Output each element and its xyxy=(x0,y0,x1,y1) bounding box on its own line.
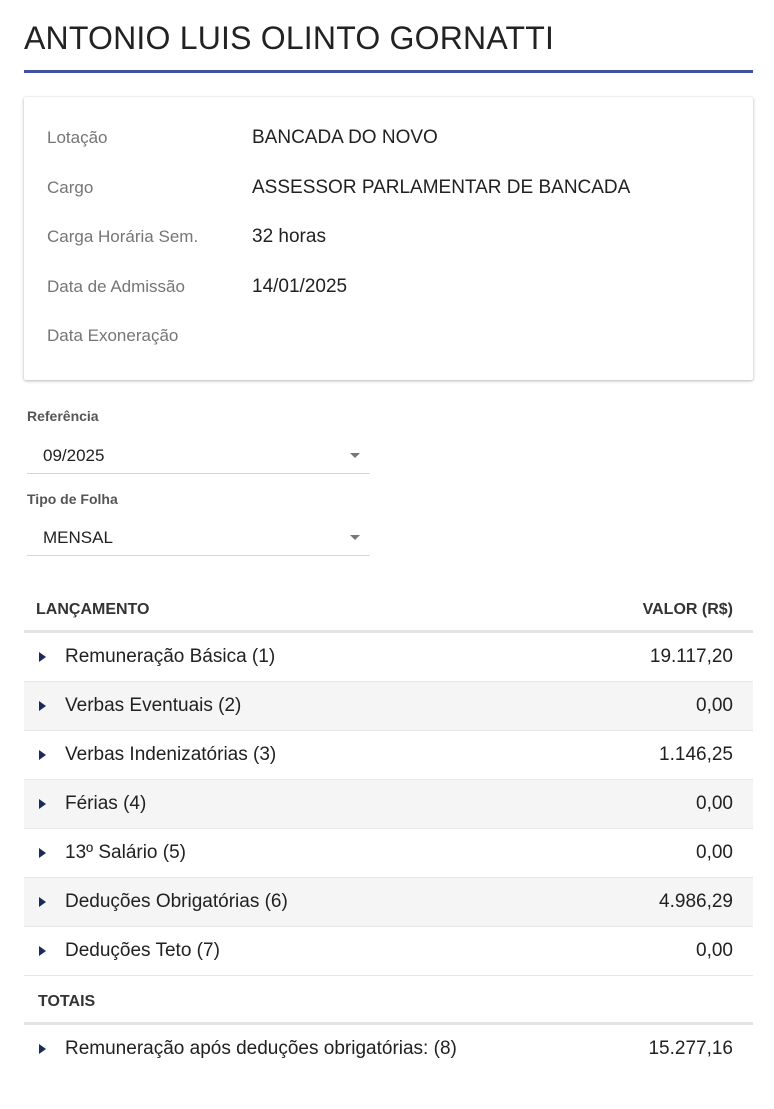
employee-info-card xyxy=(24,97,753,380)
row-value: 0,00 xyxy=(696,842,733,863)
row-value: 0,00 xyxy=(696,695,733,716)
totals-title: TOTAIS xyxy=(38,993,96,1010)
table-row[interactable] xyxy=(24,780,753,829)
table-row[interactable] xyxy=(24,829,753,878)
info-label-data-exoneracao: Data Exoneração xyxy=(47,326,179,345)
row-label: Remuneração Básica (1) xyxy=(65,646,276,667)
totals-header xyxy=(24,976,753,1025)
caret-right-icon[interactable] xyxy=(39,701,46,711)
info-value-cargo: ASSESSOR PARLAMENTAR DE BANCADA xyxy=(252,177,631,198)
row-label: Deduções Obrigatórias (6) xyxy=(65,891,288,912)
row-value: 0,00 xyxy=(696,940,733,961)
row-label: Remuneração após deduções obrigatórias: (8) xyxy=(65,1038,457,1059)
totals-row[interactable] xyxy=(24,1025,753,1074)
info-value-lotacao: BANCADA DO NOVO xyxy=(252,127,438,148)
table-row[interactable] xyxy=(24,731,753,780)
row-value: 15.277,16 xyxy=(648,1038,733,1059)
caret-right-icon[interactable] xyxy=(39,897,46,907)
info-value-data-admissao: 14/01/2025 xyxy=(252,276,348,297)
info-row-lotacao xyxy=(24,122,753,152)
table-row[interactable] xyxy=(24,633,753,682)
row-label: Verbas Indenizatórias (3) xyxy=(65,744,277,765)
info-label-cargo: Cargo xyxy=(47,178,94,197)
dropdown-arrow-icon xyxy=(350,535,360,540)
tipo-folha-select-value: MENSAL xyxy=(43,528,113,547)
page-header xyxy=(24,0,753,73)
info-value-carga-horaria: 32 horas xyxy=(252,226,326,247)
info-row-data-admissao xyxy=(24,271,753,301)
row-value: 19.117,20 xyxy=(649,646,733,667)
column-header-lancamento: LANÇAMENTO xyxy=(36,601,150,618)
row-label: Verbas Eventuais (2) xyxy=(65,695,242,716)
caret-right-icon[interactable] xyxy=(39,750,46,760)
row-label: Deduções Teto (7) xyxy=(65,940,220,961)
payroll-table xyxy=(24,586,753,1074)
tipo-folha-label: Tipo de Folha xyxy=(27,491,118,507)
table-row[interactable] xyxy=(24,927,753,976)
row-label: 13º Salário (5) xyxy=(65,842,186,863)
referencia-select[interactable] xyxy=(27,440,370,474)
caret-right-icon[interactable] xyxy=(39,652,46,662)
table-row[interactable] xyxy=(24,878,753,927)
info-label-lotacao: Lotação xyxy=(47,128,108,147)
info-row-carga-horaria xyxy=(24,221,753,251)
referencia-label: Referência xyxy=(27,408,99,424)
info-row-data-exoneracao xyxy=(24,320,753,350)
info-row-cargo xyxy=(24,172,753,202)
table-row[interactable] xyxy=(24,682,753,731)
referencia-select-value: 09/2025 xyxy=(43,446,105,465)
table-header xyxy=(24,586,753,633)
caret-right-icon[interactable] xyxy=(39,848,46,858)
info-label-data-admissao: Data de Admissão xyxy=(47,277,185,296)
column-header-valor: VALOR (R$) xyxy=(642,601,733,618)
tipo-folha-select[interactable] xyxy=(27,522,370,556)
row-value: 1.146,25 xyxy=(659,744,733,765)
dropdown-arrow-icon xyxy=(350,453,360,458)
caret-right-icon[interactable] xyxy=(39,946,46,956)
caret-right-icon[interactable] xyxy=(39,1044,46,1054)
row-value: 4.986,29 xyxy=(659,891,733,912)
row-value: 0,00 xyxy=(696,793,733,814)
info-label-carga-horaria: Carga Horária Sem. xyxy=(47,227,199,246)
caret-right-icon[interactable] xyxy=(39,799,46,809)
row-label: Férias (4) xyxy=(65,793,147,814)
page-title: ANTONIO LUIS OLINTO GORNATTI xyxy=(24,20,555,56)
